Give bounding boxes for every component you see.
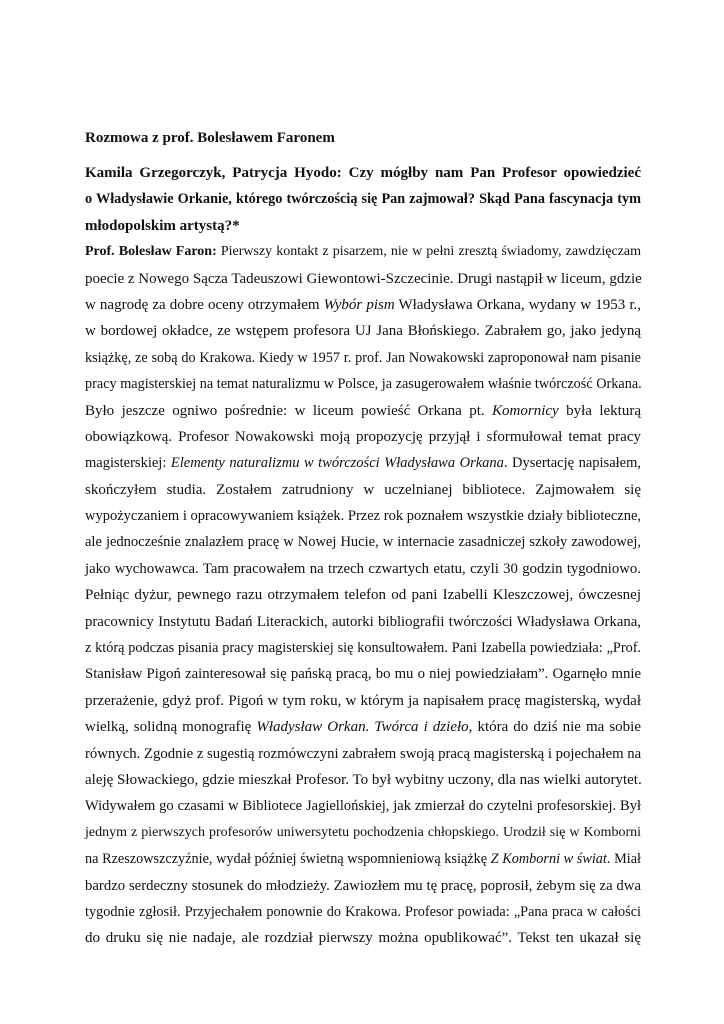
answer-line-10: skończyłem studia. Zostałem zatrudniony w uczelnianej bibliotece. Zajmowałem się (85, 481, 641, 498)
speaker-label: Prof. Bolesław Faron: (85, 244, 217, 260)
answer-line-21: aleję Słowackiego, gdzie mieszkał Profesor. To był wybitny uczony, dla nas wielki autorytet. (85, 771, 642, 788)
answer-text: Było jeszcze ogniwo pośrednie: w liceum powieść Orkana pt. (85, 402, 493, 419)
document-body (85, 124, 641, 952)
answer-line-13: jako wychowawca. Tam pracowałem na trzech czwartych etatu, czyli 30 godzin tygodniowo. (85, 560, 641, 577)
answer-line-6: pracy magisterskiej na temat naturalizmu w Polsce, ja zasugerowałem właśnie twórczość Orkana. (85, 376, 642, 393)
question-line-1: Kamila Grzegorczyk, Patrycja Hyodo: Czy mógłby nam Pan Profesor opowiedzieć (85, 165, 641, 181)
answer-line-18: przerażenie, gdyż prof. Pigoń w tym roku, w którym ja napisałem pracę magisterską, wydał (85, 692, 641, 709)
answer-text: . Dysertację napisałem, (503, 455, 641, 472)
answer-line-9 (85, 450, 641, 476)
answer-line-23: jednym z pierwszych profesorów uniwersytetu pochodzenia chłopskiego. Urodził się w Komborni (85, 824, 641, 840)
answer-line-27: do druku się nie nadaje, ale rozdział pierwszy można opublikować”. Tekst ten ukazał się (85, 930, 641, 947)
answer-text: na Rzeszowszczyźnie, wydał później świetną wspomnieniową książkę (85, 851, 491, 868)
interview-title: Rozmowa z prof. Bolesławem Faronem (85, 130, 335, 146)
answer-line-24 (85, 846, 641, 872)
answer-line-15: pracownicy Instytutu Badań Literackich, autorki bibliografii twórczości Władysława Orkana, (85, 613, 641, 630)
answer-text: Władysława Orkana, wydany w 1953 r., (394, 296, 641, 313)
answer-line-26: tygodnie zgłosił. Przyjechałem ponownie do Krakowa. Profesor powiada: „Pana praca w całości (85, 903, 641, 920)
answer-text: . Miał (606, 851, 641, 868)
answer-line-7 (85, 398, 641, 424)
answer-line-4: w bordowej okładce, ze wstępem profesora UJ Jana Błońskiego. Zabrałem go, jako jedyną (85, 323, 641, 340)
answer-text: , która do dziś nie ma sobie (468, 719, 641, 736)
answer-line-14: Pełniąc dyżur, pewnego razu otrzymałem telefon od pani Izabelli Kleszczowej, ówczesnej (85, 587, 641, 604)
question-line-2: o Władysławie Orkanie, którego twórczością się Pan zajmował? Skąd Pana fascynacja tym (85, 191, 641, 208)
answer-text: Pierwszy kontakt z pisarzem, nie w pełni zresztą świadomy, zawdzięczam (216, 244, 641, 260)
book-title: Z Komborni w świat (490, 851, 607, 868)
thesis-title: Elementy naturalizmu w twórczości Władysława Orkana (170, 455, 504, 472)
answer-line-22: Widywałem go czasami w Bibliotece Jagiellońskiej, jak zmierzał do czytelni profesorskiej. Był (85, 798, 641, 815)
answer-line-17: Stanisław Pigoń zainteresował się pańską pracą, bo mu o niej powiedziałam”. Ogarnęło mnie (85, 666, 641, 683)
question-line-3: młodopolskim artystą?* (85, 217, 240, 234)
answer-line-3 (85, 292, 641, 318)
book-title: Władysław Orkan. Twórca i dzieło (256, 719, 469, 736)
answer-text: wielką, solidną monografię (85, 719, 257, 736)
book-title: Wybór pism (323, 296, 395, 313)
answer-text: była lekturą (558, 402, 641, 419)
answer-line-16: z którą podczas pisania pracy magisterskiej się konsultowałem. Pani Izabella powiedziała: „Prof. (85, 640, 641, 657)
answer-line-11: wypożyczaniem i opracowywaniem książek. Przez rok poznałem wszystkie działy biblioteczne, (85, 508, 642, 525)
answer-line-5: książkę, ze sobą do Krakowa. Kiedy w 1957 r. prof. Jan Nowakowski zaproponował nam pisanie (85, 349, 641, 366)
answer-line-12: ale jednocześnie znalazłem pracę w Nowej Hucie, w internacie zasadniczej szkoły zawodowej, (85, 534, 641, 551)
answer-line-20: równych. Zgodnie z sugestią rozmówczyni zabrałem swoją pracą magisterską i pojechałem na (85, 745, 642, 762)
answer-line-25: bardzo serdeczny stosunek do młodzieży. Zawiozłem mu tę pracę, poprosił, żebym się za dwa (85, 877, 641, 894)
answer-line-2: poecie z Nowego Sącza Tadeuszowi Giewontowi-Szczecinie. Drugi nastąpił w liceum, gdzie (85, 270, 642, 287)
answer-text: w nagrodę za dobre oceny otrzymałem (85, 296, 324, 313)
answer-text: magisterskiej: (85, 455, 171, 472)
answer-line-19 (85, 714, 641, 740)
book-title: Komornicy (492, 402, 559, 419)
answer-line-8: obowiązkową. Profesor Nowakowski moją propozycję przyjął i sformułował temat pracy (85, 428, 641, 445)
answer-line-1 (85, 239, 641, 265)
